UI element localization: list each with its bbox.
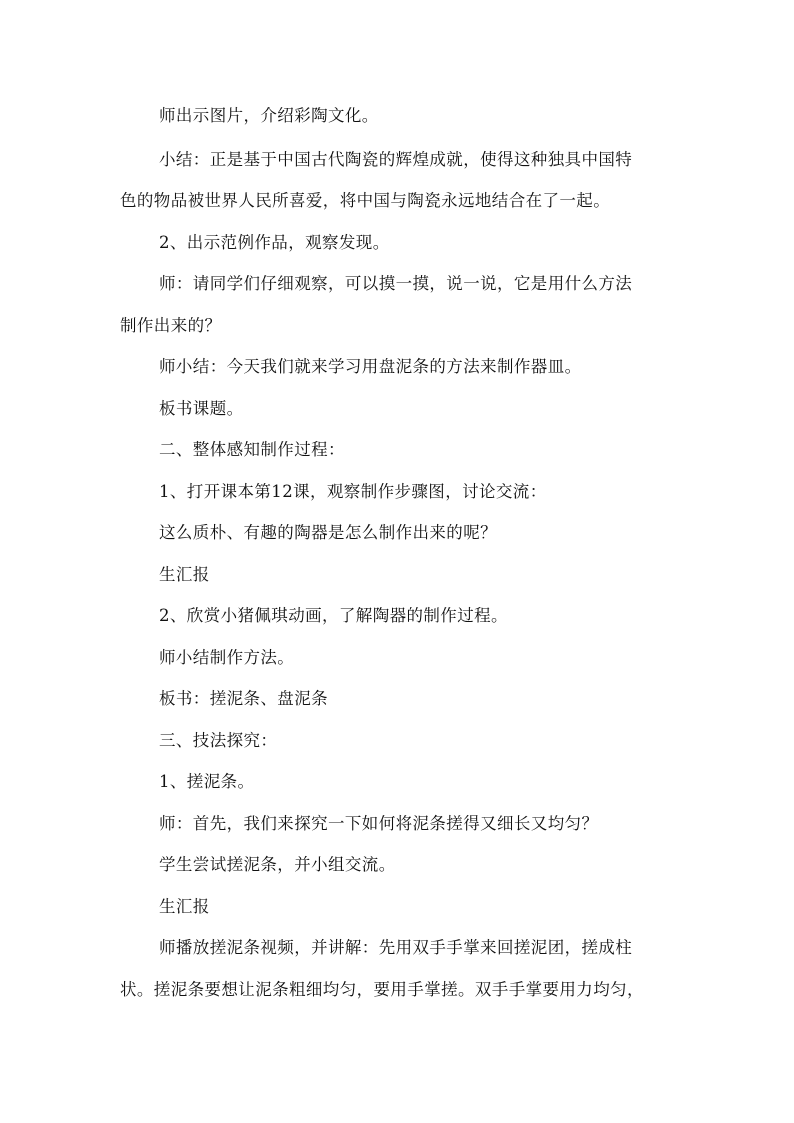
text-line: 状。搓泥条要想让泥条粗细均匀，要用手掌搓。双手手掌要用力均匀， bbox=[120, 980, 644, 999]
text-line: 小结：正是基于中国古代陶瓷的辉煌成就，使得这种独具中国特 bbox=[159, 150, 633, 169]
text-line: 师小结：今天我们就来学习用盘泥条的方法来制作器皿。 bbox=[159, 357, 582, 376]
text-line: 学生尝试搓泥条，并小组交流。 bbox=[159, 855, 396, 874]
text-line: 板书课题。 bbox=[159, 399, 244, 418]
text-line: 师：首先，我们来探究一下如何将泥条搓得又细长又均匀？ bbox=[159, 814, 599, 833]
text-line: 2、出示范例作品，观察发现。 bbox=[159, 233, 390, 252]
section-heading: 三、技法探究： bbox=[159, 731, 278, 750]
text-line: 师小结制作方法。 bbox=[159, 648, 295, 667]
text-line: 2、欣赏小猪佩琪动画，了解陶器的制作过程。 bbox=[159, 606, 508, 625]
text-line: 师出示图片，介绍彩陶文化。 bbox=[159, 106, 379, 125]
text-line: 师：请同学们仔细观察，可以摸一摸，说一说，它是用什么方法 bbox=[159, 274, 633, 293]
section-heading: 二、整体感知制作过程： bbox=[159, 440, 345, 459]
text-line: 生汇报 bbox=[159, 897, 210, 916]
text-line: 板书：搓泥条、盘泥条 bbox=[159, 689, 328, 708]
text-line: 色的物品被世界人民所喜爱，将中国与陶瓷永远地结合在了一起。 bbox=[120, 191, 611, 210]
text-line: 1、打开课本第12课，观察制作步骤图，讨论交流： bbox=[159, 482, 547, 501]
text-line: 师播放搓泥条视频，并讲解：先用双手手掌来回搓泥团，搓成柱 bbox=[159, 938, 633, 957]
text-line: 1、搓泥条。 bbox=[159, 772, 255, 791]
text-line: 这么质朴、有趣的陶器是怎么制作出来的呢？ bbox=[159, 523, 497, 542]
text-line: 生汇报 bbox=[159, 565, 210, 584]
text-line: 制作出来的？ bbox=[120, 316, 222, 335]
